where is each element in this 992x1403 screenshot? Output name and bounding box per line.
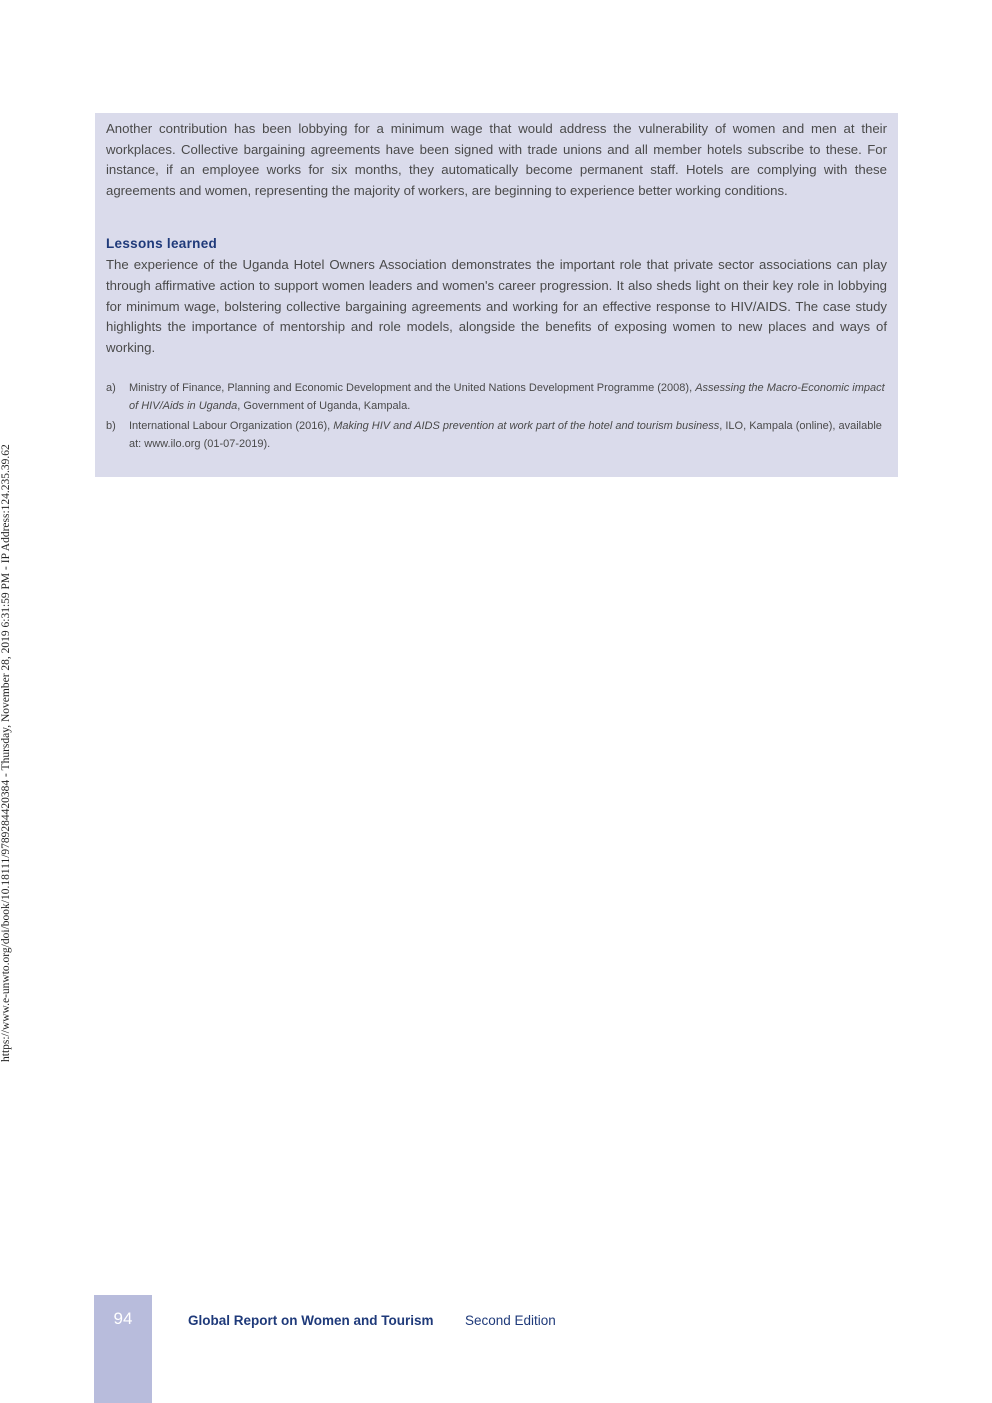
footnotes: [106, 380, 887, 453]
lessons-paragraph: The experience of the Uganda Hotel Owners Association demonstrates the important role that private sector associations can play through affirmative action to support women leaders and women's career progression. It also sheds light on their key role in lobbying for minimum wage, bolstering collective bargaining agreements and working for an effective response to HIV/AIDS. The case study highlights the importance of mentorship and role models, alongside the benefits of exposing women to new places and ways of working.: [106, 257, 887, 355]
footer-report-title: Global Report on Women and Tourism: [188, 1313, 434, 1328]
footnote-text: [129, 418, 887, 453]
footnote-source: International Labour Organization (2016),: [129, 420, 334, 433]
footnote-publisher: , Government of Uganda, Kampala.: [237, 399, 411, 412]
footnote-marker: b): [106, 420, 116, 433]
footer-edition: Second Edition: [465, 1313, 556, 1328]
footnote-marker: a): [106, 382, 116, 395]
footnote-title: Assessing the Macro-Economic impact of HIV/Aids in Uganda: [129, 382, 885, 412]
intro-paragraph: Another contribution has been lobbying for a minimum wage that would address the vulnerability of women and men at their workplaces. Collective bargaining agreements have been signed with trade unions and all member hotels subscribe to these. For instance, if an employee works for six months, they automatically become permanent staff. Hotels are complying with these agreements and women, representing the majority of workers, are beginning to experience better working conditions.: [106, 121, 887, 198]
case-study-box: [95, 113, 898, 477]
footnote-title: Making HIV and AIDS prevention at work part of the hotel and tourism business: [333, 420, 720, 433]
footnote-publisher: , ILO, Kampala (online), available at: www.ilo.org (01-07-2019).: [129, 420, 882, 450]
footnote-a: [106, 380, 887, 415]
page-number-tab: [94, 1295, 152, 1403]
footnote-source: Ministry of Finance, Planning and Economic Development and the United Nations Development Programme (2008),: [129, 382, 696, 395]
footnote-text: [129, 380, 887, 415]
footnote-b: [106, 418, 887, 453]
lessons-learned-heading: Lessons learned: [106, 236, 218, 252]
page-number: 94: [113, 1309, 133, 1328]
download-watermark: https://www.e-unwto.org/doi/book/10.18111/9789284420384 - Thursday, November 28, 2019 6:31:59 PM - IP Address:124.235.39.62: [0, 444, 12, 1062]
